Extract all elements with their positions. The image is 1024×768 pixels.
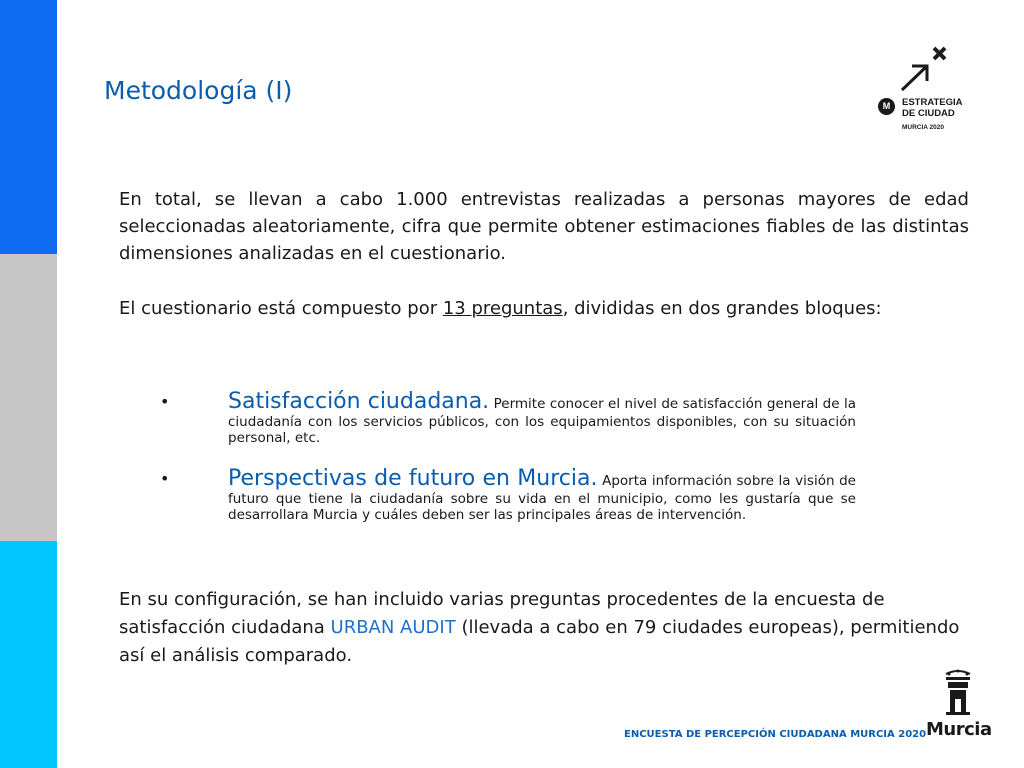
- m-circle-icon: M: [878, 98, 895, 115]
- arrow-x-icon: [872, 44, 982, 104]
- paragraph-interviews: En total, se llevan a cabo 1.000 entrevistas realizadas a personas mayores de edad seleccionadas aleatoriamente, cifra que permite obtener estimaciones fiables de las distintas dimensiones analizadas en el cuestionario.: [119, 189, 969, 264]
- sidebar-segment-gray: [0, 254, 57, 541]
- bullet-heading: Perspectivas de futuro en Murcia.: [228, 466, 598, 491]
- bullet-text: Aporta información sobre la visión de futuro que tiene la ciudadanía sobre su vida en el municipio, como les gustaría que se desarrollara Murcia y cuáles deben ser las principales áreas de intervención.: [228, 473, 856, 523]
- bullet-heading: Satisfacción ciudadana.: [228, 389, 490, 414]
- bullet-content: [228, 467, 856, 523]
- paragraph2-pre: El cuestionario está compuesto por: [119, 298, 443, 319]
- murcia-crown-castle-icon: [924, 666, 994, 721]
- murcia-logo-text: Murcia: [926, 719, 992, 740]
- paragraph-urban-audit: [119, 586, 989, 670]
- bullet-content: [228, 390, 856, 446]
- estrategia-ciudad-logo: [872, 44, 982, 136]
- urban-audit-highlight: URBAN AUDIT: [330, 617, 456, 638]
- sidebar-segment-blue: [0, 0, 57, 254]
- logo-line-1: ESTRATEGIA: [902, 97, 963, 108]
- list-item: [160, 467, 856, 523]
- paragraph3-pre: En su configuración, se han incluido varias preguntas procedentes de la encuesta de satisfacción ciudadana: [119, 589, 885, 638]
- logo-text: [902, 97, 963, 119]
- logo-line-3: MURCIA 2020: [902, 124, 945, 131]
- paragraph-questionnaire: [119, 295, 969, 322]
- paragraph2-post: , divididas en dos grandes bloques:: [562, 298, 882, 319]
- murcia-logo: [924, 666, 994, 746]
- paragraph3-post: (llevada a cabo en 79 ciudades europeas), permitiendo así el análisis comparado.: [119, 617, 960, 666]
- page-title: Metodología (I): [104, 76, 293, 105]
- list-item: [160, 390, 856, 446]
- sidebar-segment-cyan: [0, 541, 57, 768]
- bullet-text: Permite conocer el nivel de satisfacción general de la ciudadanía con los servicios públicos, con los equipamientos disponibles, con su situación personal, etc.: [228, 396, 856, 446]
- bullet-marker: •: [160, 392, 170, 411]
- questions-count-underlined: 13 preguntas: [442, 298, 563, 319]
- footer-survey-title: ENCUESTA DE PERCEPCIÓN CIUDADANA MURCIA 2020: [624, 729, 927, 740]
- left-color-bar: [0, 0, 57, 768]
- bullet-marker: •: [160, 469, 170, 488]
- logo-line-2: DE CIUDAD: [902, 108, 955, 119]
